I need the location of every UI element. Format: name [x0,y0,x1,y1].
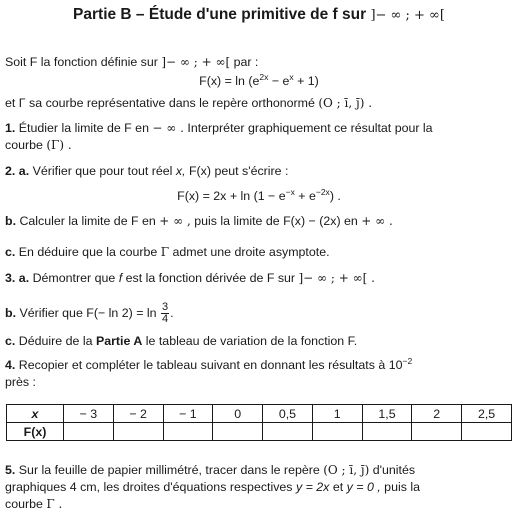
intro-formula [0,71,518,89]
precision-exponent: −2 [402,355,413,366]
fraction-numerator: 3 [162,301,169,314]
table-cell-fx [312,423,362,441]
question-2c-line [5,245,330,260]
question-text: peut s'écrire : [214,164,289,178]
question-text: Sur la feuille de papier millimétré, tracer dans le repère [18,463,320,477]
part-label: a. [18,164,30,178]
formula-part: + 1) [293,74,319,88]
function-expr: F(x) − (2x) [283,214,341,228]
frame-notation: (O ; ī, j̄) . [318,96,373,110]
table-header-fx [7,423,64,441]
question-text: en [344,214,358,228]
question-text: Déduire de la [18,334,93,348]
table-cell-fx [362,423,412,441]
question-number: 1. [5,121,16,135]
part-reference: Partie A [95,334,143,348]
question-number: 3. [5,271,16,285]
question-text: près : [5,375,36,389]
table-cell-fx [462,423,512,441]
question-5-line-2 [5,480,420,495]
table-cell-x: 0,5 [263,405,313,423]
variable: f [118,271,123,285]
function-expr: F(− ln 2) = ln [86,306,157,320]
question-3c-line [5,334,357,349]
question-text: graphiques 4 cm, les droites d'équations respectives [5,480,293,494]
curve-symbol: Γ . [46,497,63,511]
interval: ]− ∞ ; + ∞[ . [298,271,375,285]
part-label: a. [18,271,30,285]
table-row-fx [7,423,512,441]
table-cell-x: 2,5 [462,405,512,423]
punctuation: . [170,306,174,320]
table-cell-fx [412,423,462,441]
equation: y = 2x [295,480,330,494]
question-text: En déduire que la courbe [18,245,158,259]
intro-line-3 [5,96,372,111]
formula-part: F(x) = 2x + ln (1 − e [177,189,286,203]
question-number: 4. [5,358,16,372]
question-number: 5. [5,463,16,477]
formula-part: + e [294,189,316,203]
question-1-line-1 [5,121,433,136]
intro-text: et Γ sa courbe représentative dans le repère orthonormé [5,96,315,110]
curve-symbol: Γ [160,245,170,259]
table-cell-x: − 1 [163,405,213,423]
question-3b-line [5,300,174,326]
table-cell-x: 1,5 [362,405,412,423]
question-text: Étudier la limite de F en [18,121,149,135]
question-text: Interpréter graphiquement ce résultat pour la [187,121,433,135]
formula-exponent: x [289,71,294,82]
question-text: courbe [5,138,43,152]
part-label: c. [5,245,16,259]
table-cell-fx [263,423,313,441]
table-cell-x: 0 [213,405,263,423]
intro-text-end: par : [233,55,259,69]
table-cell-x: 1 [312,405,362,423]
part-label: b. [5,306,17,320]
formula-exponent: −2x [315,186,330,197]
question-text: Démontrer que [32,271,116,285]
curve-symbol: (Γ) . [46,138,72,152]
fraction-denominator: 4 [162,313,169,326]
infinity: + ∞ , [159,214,191,228]
function-expr: F(x) [188,164,211,178]
title-interval: ]− ∞ ; + ∞[ [370,8,445,23]
question-2a-formula [0,186,518,204]
question-text: et [332,480,344,494]
intro-line-1 [5,55,258,70]
table-header-x: x [7,405,64,423]
question-3a-line [5,271,375,286]
question-text: le tableau de variation de la fonction F. [145,334,358,348]
intro-interval: ]− ∞ ; + ∞[ [161,55,231,69]
table-cell-x: 2 [412,405,462,423]
precision-base: 10 [388,358,403,372]
formula-part: − e [268,74,290,88]
question-text: admet une droite asymptote. [172,245,330,259]
variable: x, [175,164,186,178]
table-cell-x: − 3 [64,405,114,423]
table-row-x [7,405,512,423]
question-1-line-2 [5,138,72,153]
question-text: Vérifier que pour tout réel [32,164,173,178]
formula-part: ) . [329,189,341,203]
question-number: 2. [5,164,16,178]
part-label: c. [5,334,16,348]
section-title [0,6,518,24]
question-2b-line [5,214,393,229]
fraction [161,302,169,325]
values-table [6,404,512,441]
question-text: d'unités [372,463,416,477]
limit-value: − ∞ . [152,121,184,135]
title-text: Partie B – Étude d'une primitive de f sur [73,6,367,23]
frame-notation: (O ; ī, j̄) [323,463,370,477]
infinity: + ∞ . [361,214,393,228]
table-cell-fx [163,423,213,441]
intro-text: Soit F la fonction définie sur [5,55,158,69]
equation: y = 0 , [346,480,381,494]
question-text: Recopier et compléter le tableau suivant en donnant les résultats à [18,358,386,372]
table-cell-fx [113,423,163,441]
formula-exponent: −x [285,186,295,197]
question-4-line-2 [5,375,36,390]
table-cell-x: − 2 [113,405,163,423]
question-text: Calculer la limite de F en [19,214,156,228]
question-5-line-1 [5,463,415,478]
question-text: Vérifier que [19,306,83,320]
question-text: puis la limite de [194,214,280,228]
formula-part: F(x) = ln (e [199,74,260,88]
question-2a-line [5,164,288,179]
question-text: courbe [5,497,43,511]
question-4-line-1 [5,355,413,373]
table-header-text: F(x) [23,424,47,439]
table-cell-fx [213,423,263,441]
question-text: est la fonction dérivée de F sur [125,271,296,285]
formula-exponent: 2x [259,71,269,82]
question-text: puis la [384,480,420,494]
table-cell-fx [64,423,114,441]
question-5-line-3 [5,497,62,512]
part-label: b. [5,214,17,228]
